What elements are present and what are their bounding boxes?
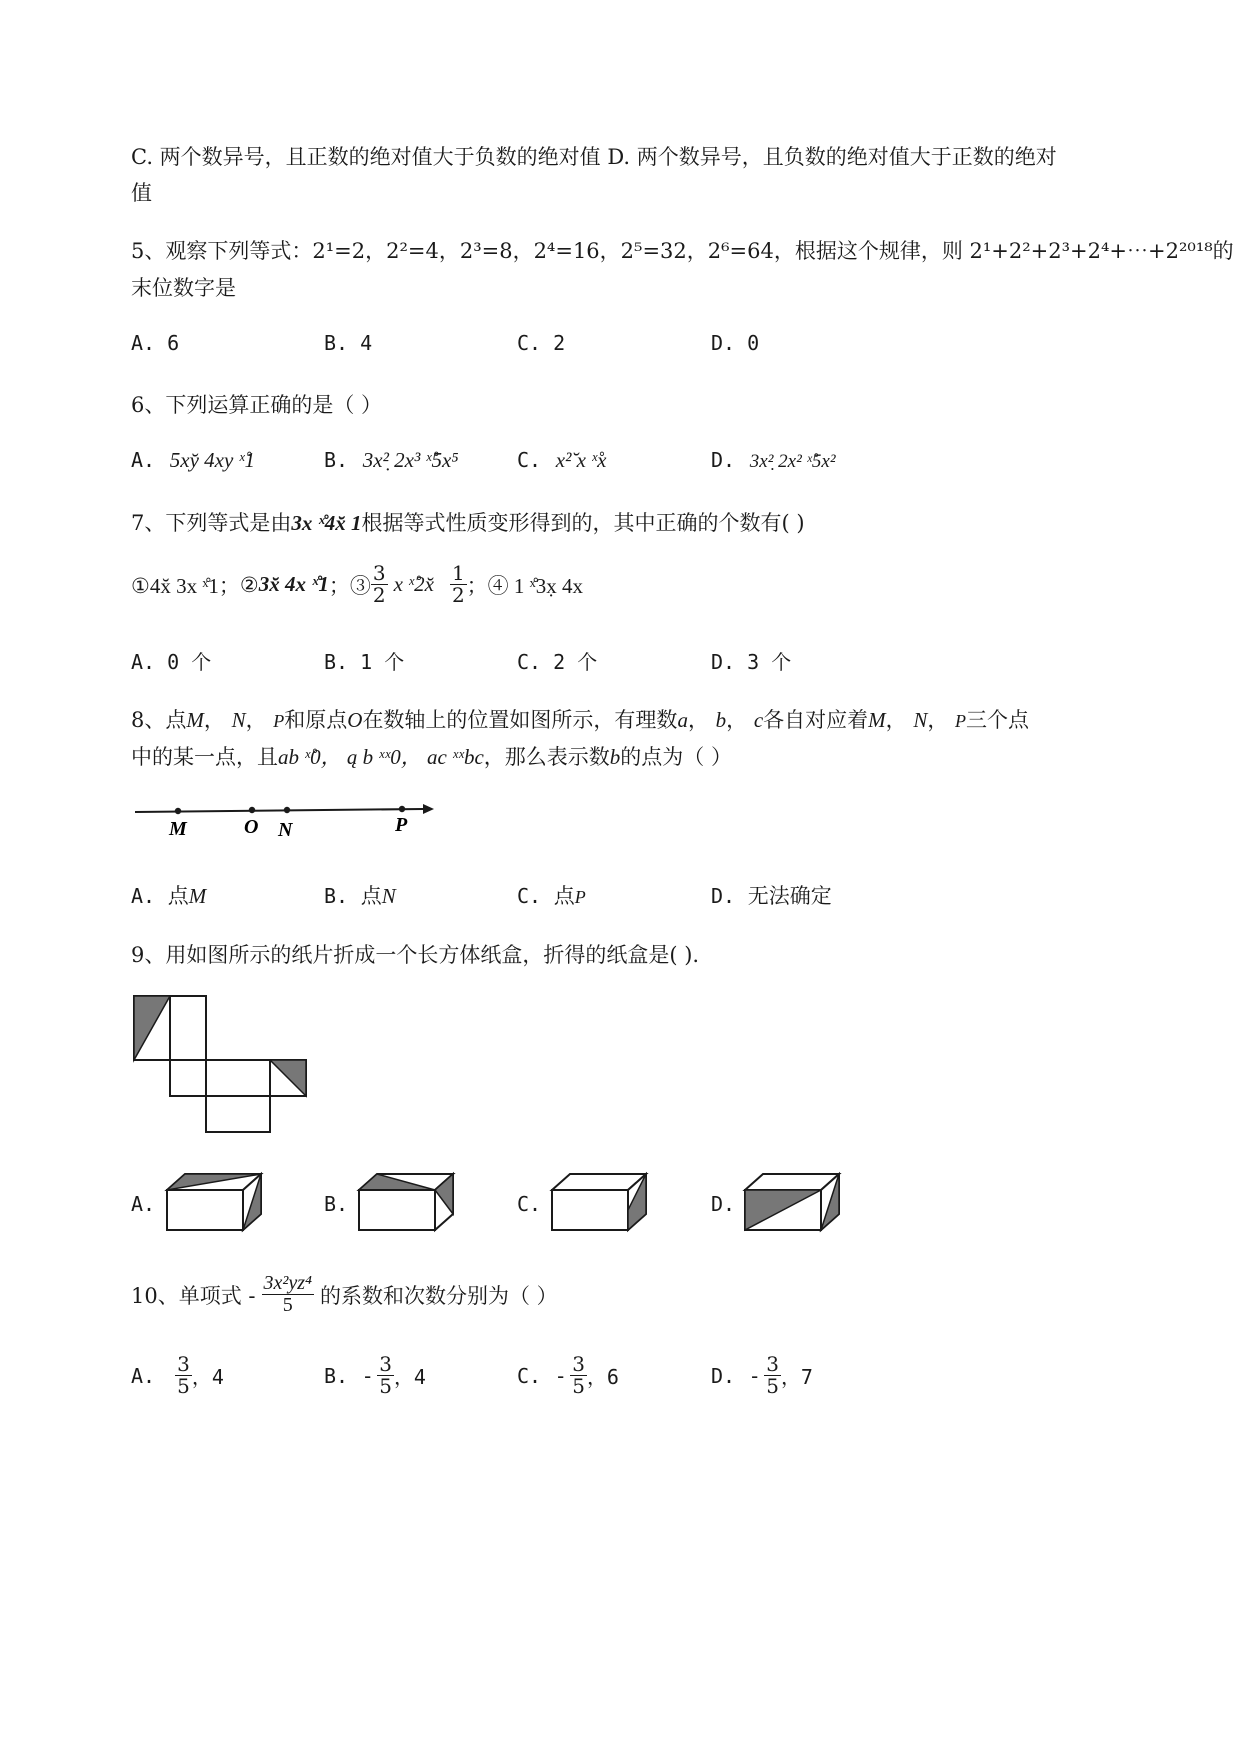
q8-option-c-text: 点: [553, 884, 575, 908]
q6-option-c-letter: C.: [517, 448, 542, 472]
q7-option-a[interactable]: A. 0 个: [131, 650, 212, 674]
q7-item-1: ①4x̆ 3x ˣ̊1；: [131, 573, 240, 598]
q10-option-b[interactable]: [324, 1354, 426, 1397]
q10-option-d-sign: -: [751, 1363, 759, 1388]
q10-option-c-letter: C.: [517, 1363, 542, 1388]
q9-option-d-box[interactable]: [743, 1172, 843, 1234]
number-line-figure: [131, 796, 441, 846]
net-figure: [131, 993, 311, 1133]
q7-option-d[interactable]: D. 3 个: [711, 650, 792, 674]
q9-option-b-label[interactable]: B.: [324, 1192, 349, 1216]
q8-option-b-text: 点: [360, 884, 382, 908]
point-p: [399, 806, 405, 812]
q8-stem-line1: 8、点M， N， P和原点O在数轴上的位置如图所示，有理数a， b， c各自对应着M， N， P三个点: [131, 708, 1030, 732]
q8-var-c: c: [753, 708, 764, 732]
number-line-arrow: [423, 804, 434, 814]
q8-var-p: P: [273, 711, 285, 731]
q8-option-c-letter: C.: [517, 884, 542, 908]
q10-stem: [131, 1273, 558, 1316]
box-c-front: [552, 1190, 628, 1230]
q8-text-h: 的点为（ ）: [620, 745, 732, 769]
q10-option-a-num: 3: [177, 1352, 190, 1376]
q8-option-a-letter: A.: [131, 884, 156, 908]
q6-option-d-letter: D.: [711, 448, 736, 472]
q4-line2: 值: [131, 181, 152, 205]
q9-option-d-label[interactable]: D.: [711, 1192, 736, 1216]
q7-item-3-expr: x ˣ̊2x̆: [393, 572, 434, 596]
q8-option-d-letter: D.: [711, 884, 736, 908]
label-o: O: [244, 816, 259, 838]
net-face-3: [170, 1060, 206, 1096]
net-face-6: [206, 1096, 270, 1132]
q10-coef-num: 3x²yz⁴: [263, 1272, 312, 1294]
q10-stem-post: 的系数和次数分别为（ ）: [320, 1283, 558, 1308]
q6-option-b[interactable]: [324, 448, 459, 473]
q10-option-d-letter: D.: [711, 1363, 736, 1388]
q7-item-2-marker: ②: [239, 572, 259, 597]
q9-option-a-box[interactable]: [165, 1172, 265, 1234]
net-face-2: [170, 996, 206, 1060]
q8-option-a-text: 点: [167, 884, 189, 908]
q10-option-c-degree: ，6: [586, 1365, 619, 1389]
q8-text-g: ，那么表示数: [483, 745, 610, 769]
q8-option-c[interactable]: [517, 880, 586, 910]
label-n: N: [278, 819, 293, 841]
point-o: [249, 807, 255, 813]
q8-text-b: 和原点: [284, 708, 348, 732]
box-a-front: [167, 1190, 243, 1230]
q6-stem: 6、下列运算正确的是（ ）: [131, 393, 383, 417]
q7-stem-post: 根据等式性质变形得到的，其中正确的个数有( ): [361, 511, 805, 535]
q8-text-e: 三个点: [966, 708, 1030, 732]
q8-var-b: b: [715, 708, 727, 732]
q7-option-c[interactable]: C. 2 个: [517, 650, 598, 674]
q5-option-c[interactable]: C. 2: [517, 331, 566, 355]
q5-option-b[interactable]: B. 4: [324, 331, 373, 355]
q8-sep-1: ，: [203, 708, 225, 732]
q9-option-c-label[interactable]: C.: [517, 1192, 542, 1216]
q8-sep-2: ，: [245, 708, 267, 732]
q7-option-b[interactable]: B. 1 个: [324, 650, 405, 674]
q10-option-a-letter: A.: [131, 1363, 156, 1388]
point-m: [175, 808, 181, 814]
q8-option-c-var: P: [574, 887, 586, 907]
q7-item-3-frac-b-den: 2: [451, 583, 465, 607]
q10-stem-pre: 10、单项式 -: [131, 1283, 256, 1308]
q8-option-b[interactable]: [324, 880, 396, 910]
q8-text-d: 各自对应着: [763, 708, 869, 732]
q6-option-a[interactable]: [131, 448, 255, 473]
q8-option-a-var: M: [188, 884, 207, 908]
q5-option-a[interactable]: A. 6: [131, 331, 180, 355]
q5-stem-line1: 5、观察下列等式：2¹=2，2²=4，2³=8，2⁴=16，2⁵=32，2⁶=64，根据这个规律，则 2¹+2²+2³+2⁴+⋯+2²⁰¹⁸的: [131, 239, 1234, 263]
q7-item-3-frac-a-den: 2: [372, 583, 386, 607]
q10-option-d-num: 3: [766, 1352, 779, 1376]
q7-item-3-frac-a: [371, 563, 388, 606]
net-face-4: [206, 1060, 270, 1096]
q10-option-c-sign: -: [557, 1363, 565, 1388]
q10-option-b-den: 5: [379, 1374, 392, 1398]
q10-option-b-letter: B.: [324, 1363, 349, 1388]
q8-var-a: a: [677, 708, 688, 732]
q6-option-c-expr: x²̆ x ˣ̊x: [555, 448, 607, 472]
q7-item-3-frac-a-num: 3: [372, 561, 386, 585]
q10-option-d-degree: ，7: [780, 1365, 813, 1389]
q9-option-c-box[interactable]: [550, 1172, 650, 1234]
q8-var-n: N: [231, 708, 246, 732]
q10-option-c-den: 5: [572, 1374, 585, 1398]
q10-option-d-frac: [764, 1354, 781, 1397]
q8-text-f: 中的某一点，且: [131, 745, 278, 769]
box-b-front: [359, 1190, 435, 1230]
q6-option-c[interactable]: [517, 448, 606, 473]
q6-option-a-letter: A.: [131, 448, 156, 472]
q10-option-b-degree: ，4: [393, 1365, 426, 1389]
q6-option-b-letter: B.: [324, 448, 349, 472]
q10-option-a-frac: [175, 1354, 192, 1397]
q8-text-c: 在数轴上的位置如图所示，有理数: [362, 708, 678, 732]
q5-option-d[interactable]: D. 0: [711, 331, 760, 355]
q7-item-4: ；④ 1 ˣ̊3x̣ 4x: [466, 573, 583, 598]
q10-option-a-degree: ，4: [191, 1365, 224, 1389]
q10-coef-den: 5: [282, 1294, 293, 1316]
q10-option-a-den: 5: [177, 1374, 190, 1398]
q4-line1: C. 两个数异号，且正数的绝对值大于负数的绝对值 D. 两个数异号，且负数的绝对值大于正数的绝对: [131, 145, 1057, 169]
q8-option-a[interactable]: [131, 880, 206, 910]
q10-option-a[interactable]: [131, 1354, 224, 1397]
q6-option-b-expr: 3x²̣ 2x³ ˣ̊5x⁵: [362, 448, 459, 472]
q10-option-c-num: 3: [572, 1352, 585, 1376]
q8-conditions: ab ˣ̊0， ą b ˣˣ0， ac ˣˣbc: [278, 745, 484, 769]
q9-option-a-label[interactable]: A.: [131, 1192, 156, 1216]
q10-option-b-frac: [377, 1354, 394, 1397]
q7-item-2-expr: 3x̆ 4x ˣ̊1: [258, 572, 329, 596]
label-p: P: [395, 814, 408, 836]
q5-stem-line2: 末位数字是: [131, 276, 236, 300]
q8-var-b-2: b: [609, 745, 621, 769]
q8-option-d[interactable]: [711, 880, 832, 910]
q8-var-o: O: [347, 708, 363, 732]
point-n: [284, 807, 290, 813]
q7-item-3-frac-b-num: 1: [451, 561, 465, 585]
q10-coef-frac: [262, 1273, 315, 1316]
q10-option-d[interactable]: [711, 1354, 813, 1397]
q6-option-d[interactable]: [711, 448, 836, 473]
q10-option-c[interactable]: [517, 1354, 619, 1397]
q9-option-b-box[interactable]: [357, 1172, 457, 1234]
q7-stem-pre: 7、下列等式是由: [131, 511, 292, 535]
q8-text-a: 8、点: [131, 708, 187, 732]
q8-var-n-2: N: [913, 708, 928, 732]
q8-var-p-2: P: [955, 711, 967, 731]
q8-option-d-text: 无法确定: [747, 884, 832, 908]
label-m: M: [169, 818, 187, 840]
q7-stem-expr: 3x ˣ̊4x̆ 1: [291, 511, 362, 535]
q10-option-c-frac: [570, 1354, 587, 1397]
q7-item-3-marker: ；③: [328, 573, 371, 598]
q8-option-b-var: N: [381, 884, 396, 908]
q8-var-m-2: M: [868, 708, 886, 732]
q10-option-b-sign: -: [364, 1363, 372, 1388]
q8-stem-line2: [131, 741, 732, 771]
q8-option-b-letter: B.: [324, 884, 349, 908]
q10-option-b-num: 3: [379, 1352, 392, 1376]
q10-option-d-den: 5: [766, 1374, 779, 1398]
q6-option-d-expr: 3x²̣ 2x² ˣ̊5x²: [749, 451, 836, 472]
q8-var-m: M: [186, 708, 204, 732]
q9-stem: 9、用如图所示的纸片折成一个长方体纸盒，折得的纸盒是( ).: [131, 943, 700, 967]
q7-item-3-frac-b: [450, 563, 467, 606]
q7-items: [131, 563, 583, 606]
q7-stem: [131, 507, 805, 537]
q6-option-a-expr: 5xy̆ 4xy ˣ̊1: [169, 448, 255, 472]
